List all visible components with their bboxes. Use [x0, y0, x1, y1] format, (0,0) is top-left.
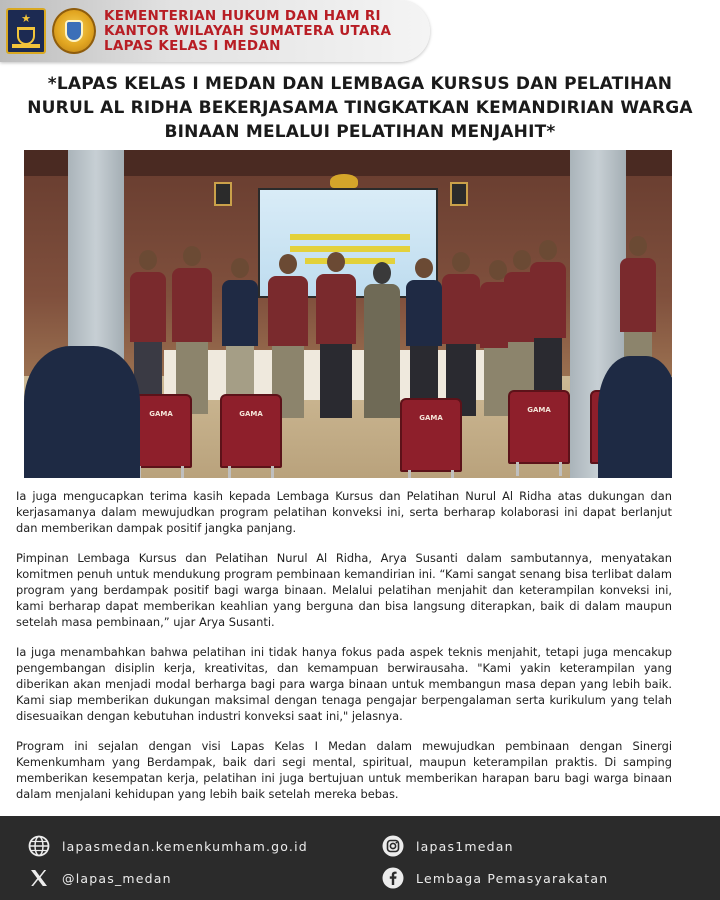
globe-icon [28, 835, 50, 857]
event-photo [24, 150, 672, 478]
article-body [16, 488, 672, 816]
footer-x-link[interactable] [28, 866, 172, 890]
footer-x-handle: @lapas_medan [62, 870, 172, 886]
chair-label: GAMA [419, 414, 443, 422]
header-banner [0, 0, 430, 62]
chair-label: GAMA [239, 410, 263, 418]
footer-facebook-link[interactable] [382, 866, 608, 890]
chair-label: GAMA [149, 410, 173, 418]
kemenkumham-logo: ★ [6, 8, 46, 54]
header-line-regional-office: KANTOR WILAYAH SUMATERA UTARA [104, 23, 392, 39]
photo-chair [508, 390, 570, 464]
article-title: *LAPAS KELAS I MEDAN DAN LEMBAGA KURSUS DAN PELATIHAN NURUL AL RIDHA BEKERJASAMA TINGKATKAN KEMANDIRIAN WARGA BINAAN MELALUI PELATIHAN MENJAHIT* [27, 74, 693, 142]
footer-contact-bar [0, 816, 720, 900]
header-text [104, 9, 391, 54]
footer-facebook-name: Lembaga Pemasyarakatan [416, 870, 609, 886]
instagram-icon [382, 835, 404, 857]
article-paragraph: Pimpinan Lembaga Kursus dan Pelatihan Nurul Al Ridha, Arya Susanti dalam sambutannya, menyatakan komitmen penuh untuk mendukung program pembinaan kemandirian ini. “Kami sangat senang bisa terlibat dalam program yang berdampak positif bagi warga binaan. Melalui pelatihan menjahit dan keterampilan konveksi ini, kami berharap dapat memberikan keahlian yang berguna dan bisa langsung diterapkan, baik di dalam maupun setelah masa pembinaan,” ujar Arya Susanti. [16, 551, 672, 629]
footer-instagram-link[interactable] [382, 834, 514, 858]
article-paragraph: Ia juga menambahkan bahwa pelatihan ini tidak hanya fokus pada aspek teknis menjahit, tetapi juga mencakup pengembangan disiplin kerja, kreativitas, dan kemampuan berwirausaha. "Kami yakin keterampilan yang diberikan akan menjadi modal berharga bagi para warga binaan untuk membangun masa depan yang lebih baik. Kami siap memberikan dukungan maksimal dengan tenaga pengajar berpengalaman serta kurikulum yang telah disesuaikan dengan kebutuhan industri konveksi saat ini," jelasnya. [16, 645, 672, 723]
footer-website-text: lapasmedan.kemenkumham.go.id [62, 838, 308, 854]
x-logo-icon [28, 867, 50, 889]
header-line-institution: LAPAS KELAS I MEDAN [104, 38, 281, 54]
facebook-icon [382, 867, 404, 889]
article-paragraph: Ia juga mengucapkan terima kasih kepada Lembaga Kursus dan Pelatihan Nurul Al Ridha atas dukungan dan kerjasamanya dalam mewujudkan program pelatihan konveksi ini, serta berharap kolaborasi ini dapat berlanjut dan memberikan dampak positif jangka panjang. [16, 489, 672, 535]
footer-instagram-handle: lapas1medan [416, 838, 514, 854]
photo-chair [220, 394, 282, 468]
header-line-ministry: KEMENTERIAN HUKUM DAN HAM RI [104, 8, 381, 24]
footer-website-link[interactable] [28, 834, 308, 858]
pemasyarakatan-logo [52, 8, 96, 54]
chair-label: GAMA [527, 406, 551, 414]
article-paragraph: Program ini sejalan dengan visi Lapas Kelas I Medan dalam mewujudkan pembinaan dengan Sinergi Kemenkumham yang Berdampak, baik dari segi mental, spiritual, maupun keterampilan praktis. Di samping memberikan kesempatan kerja, pelatihan ini juga bertujuan untuk memberikan harapan baru bagi warga binaan dalam menjalani kehidupan yang lebih baik setelah mereka bebas. [16, 739, 672, 801]
photo-chair [400, 398, 462, 472]
